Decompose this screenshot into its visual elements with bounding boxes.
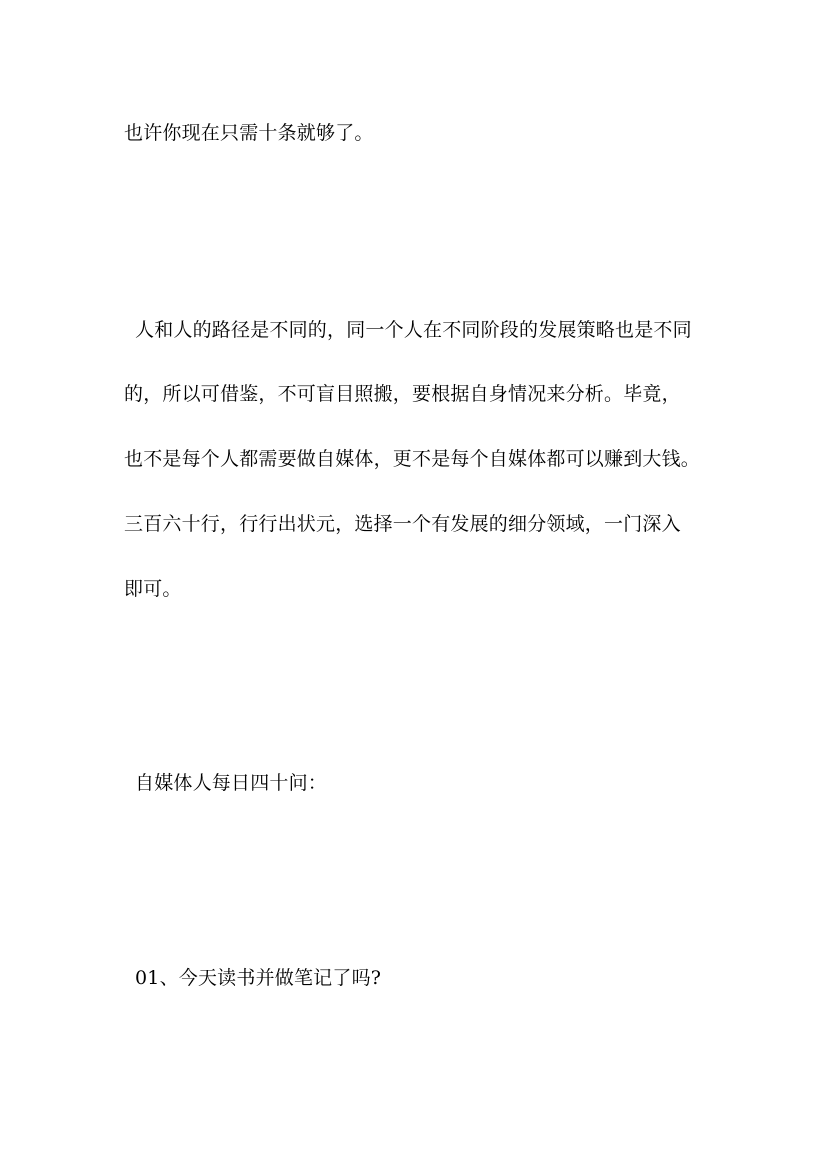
section-heading: 自媒体人每日四十问：: [135, 772, 328, 794]
paragraph-line: 人和人的路径是不同的，同一个人在不同阶段的发展策略也是不同: [135, 319, 692, 341]
paragraph-line: 也许你现在只需十条就够了。: [124, 122, 374, 144]
paragraph-line: 即可。: [124, 578, 182, 600]
paragraph-line: 三百六十行，行行出状元，选择一个有发展的细分领域，一门深入: [124, 513, 681, 535]
question-item: 01、今天读书并做笔记了吗?: [135, 967, 382, 989]
paragraph-line: 的，所以可借鉴，不可盲目照搬，要根据自身情况来分析。毕竟，: [124, 383, 681, 405]
paragraph-line: 也不是每个人都需要做自媒体，更不是每个自媒体都可以赚到大钱。: [124, 448, 701, 470]
